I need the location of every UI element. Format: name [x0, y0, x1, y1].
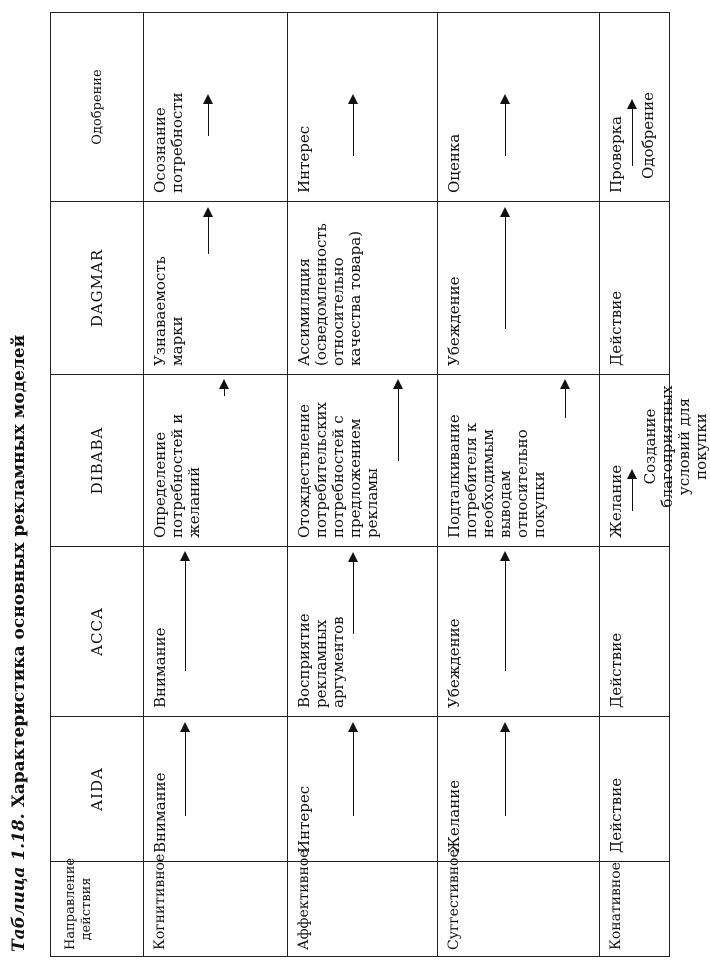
cell-acca-conative: Действие: [607, 632, 625, 708]
cell-acca-affective: Восприятие рекламных аргументов: [295, 613, 347, 708]
table-caption: [2, 12, 36, 952]
cell-dibaba-cognitive: Определение потребностей и желаний: [151, 413, 203, 538]
row-affective: [288, 13, 438, 861]
cell-dagmar-affective: Ассимиляция (осведомленность относительно качества товара): [295, 223, 364, 366]
arrow-icon: [353, 96, 354, 156]
header-model-acca: ACCA: [87, 607, 106, 656]
header-model-dagmar: DAGMAR: [87, 248, 106, 328]
arrow-icon: [505, 209, 506, 329]
row-direction-suggestive: Суггестивное: [438, 861, 600, 956]
row-direction-cognitive: Когнитивное: [144, 861, 288, 956]
arrow-icon: [208, 209, 209, 254]
cell-dagmar-cognitive: Узнаваемость марки: [151, 256, 186, 366]
arrow-icon: [632, 471, 633, 511]
cell-acca-suggestive: Убеждение: [445, 618, 463, 708]
row-direction-conative: Конативное: [600, 861, 669, 956]
caption-title: Характеристика основных рекламных моделей: [9, 334, 29, 808]
cell-acca-cognitive: Внимание: [151, 627, 169, 708]
cell-aida-cognitive: Внимание: [151, 772, 169, 853]
header-models: [51, 13, 144, 861]
arrow-icon: [353, 724, 354, 816]
arrow-icon: [632, 101, 633, 166]
caption-prefix: Таблица 1.18.: [9, 813, 29, 952]
header-model-dibaba: DIBABA: [87, 426, 106, 495]
row-suggestive: [438, 13, 600, 861]
cell-aida-suggestive: Желание: [445, 779, 463, 853]
cell-dagmar-conative: Действие: [607, 290, 625, 366]
cell-approval-conative: Проверка: [607, 116, 625, 193]
arrow-icon: [208, 96, 209, 136]
row-cognitive: [144, 13, 288, 861]
row-conative: [600, 13, 710, 861]
arrow-icon: [185, 553, 186, 671]
cell-dibaba-suggestive: Подталкивание потребителя к необходимым выводам относительно покупки: [445, 414, 548, 538]
arrow-icon: [505, 96, 506, 156]
header-model-aida: AIDA: [87, 767, 106, 811]
cell-approval-conative-extra: Одобрение: [639, 92, 657, 179]
arrow-icon: [505, 724, 506, 816]
row-direction-affective: Аффективное: [288, 861, 438, 956]
cell-aida-affective: Интерес: [295, 785, 313, 853]
cell-dibaba-conative-extra: Создание благоприятных условий для покупки: [641, 385, 710, 508]
cell-approval-affective: Интерес: [295, 125, 313, 193]
cell-approval-suggestive: Оценка: [445, 133, 463, 193]
arrow-icon: [505, 553, 506, 671]
arrow-icon: [353, 554, 354, 634]
arrow-icon: [565, 381, 566, 418]
cell-approval-cognitive: Осознание потребности: [151, 92, 186, 193]
cell-aida-conative: Действие: [607, 777, 625, 853]
arrow-icon: [224, 381, 225, 396]
cell-dibaba-conative: Желание: [607, 464, 625, 538]
cell-dibaba-affective: Отождествление потребительских потребностей с предложением рекламы: [295, 402, 381, 538]
arrow-icon: [185, 724, 186, 816]
cell-dagmar-suggestive: Убеждение: [445, 276, 463, 366]
header-model-approval: Одобрение: [89, 69, 105, 145]
models-table: [50, 12, 710, 957]
header-direction: Направление действия: [51, 861, 144, 956]
arrow-icon: [398, 381, 399, 461]
